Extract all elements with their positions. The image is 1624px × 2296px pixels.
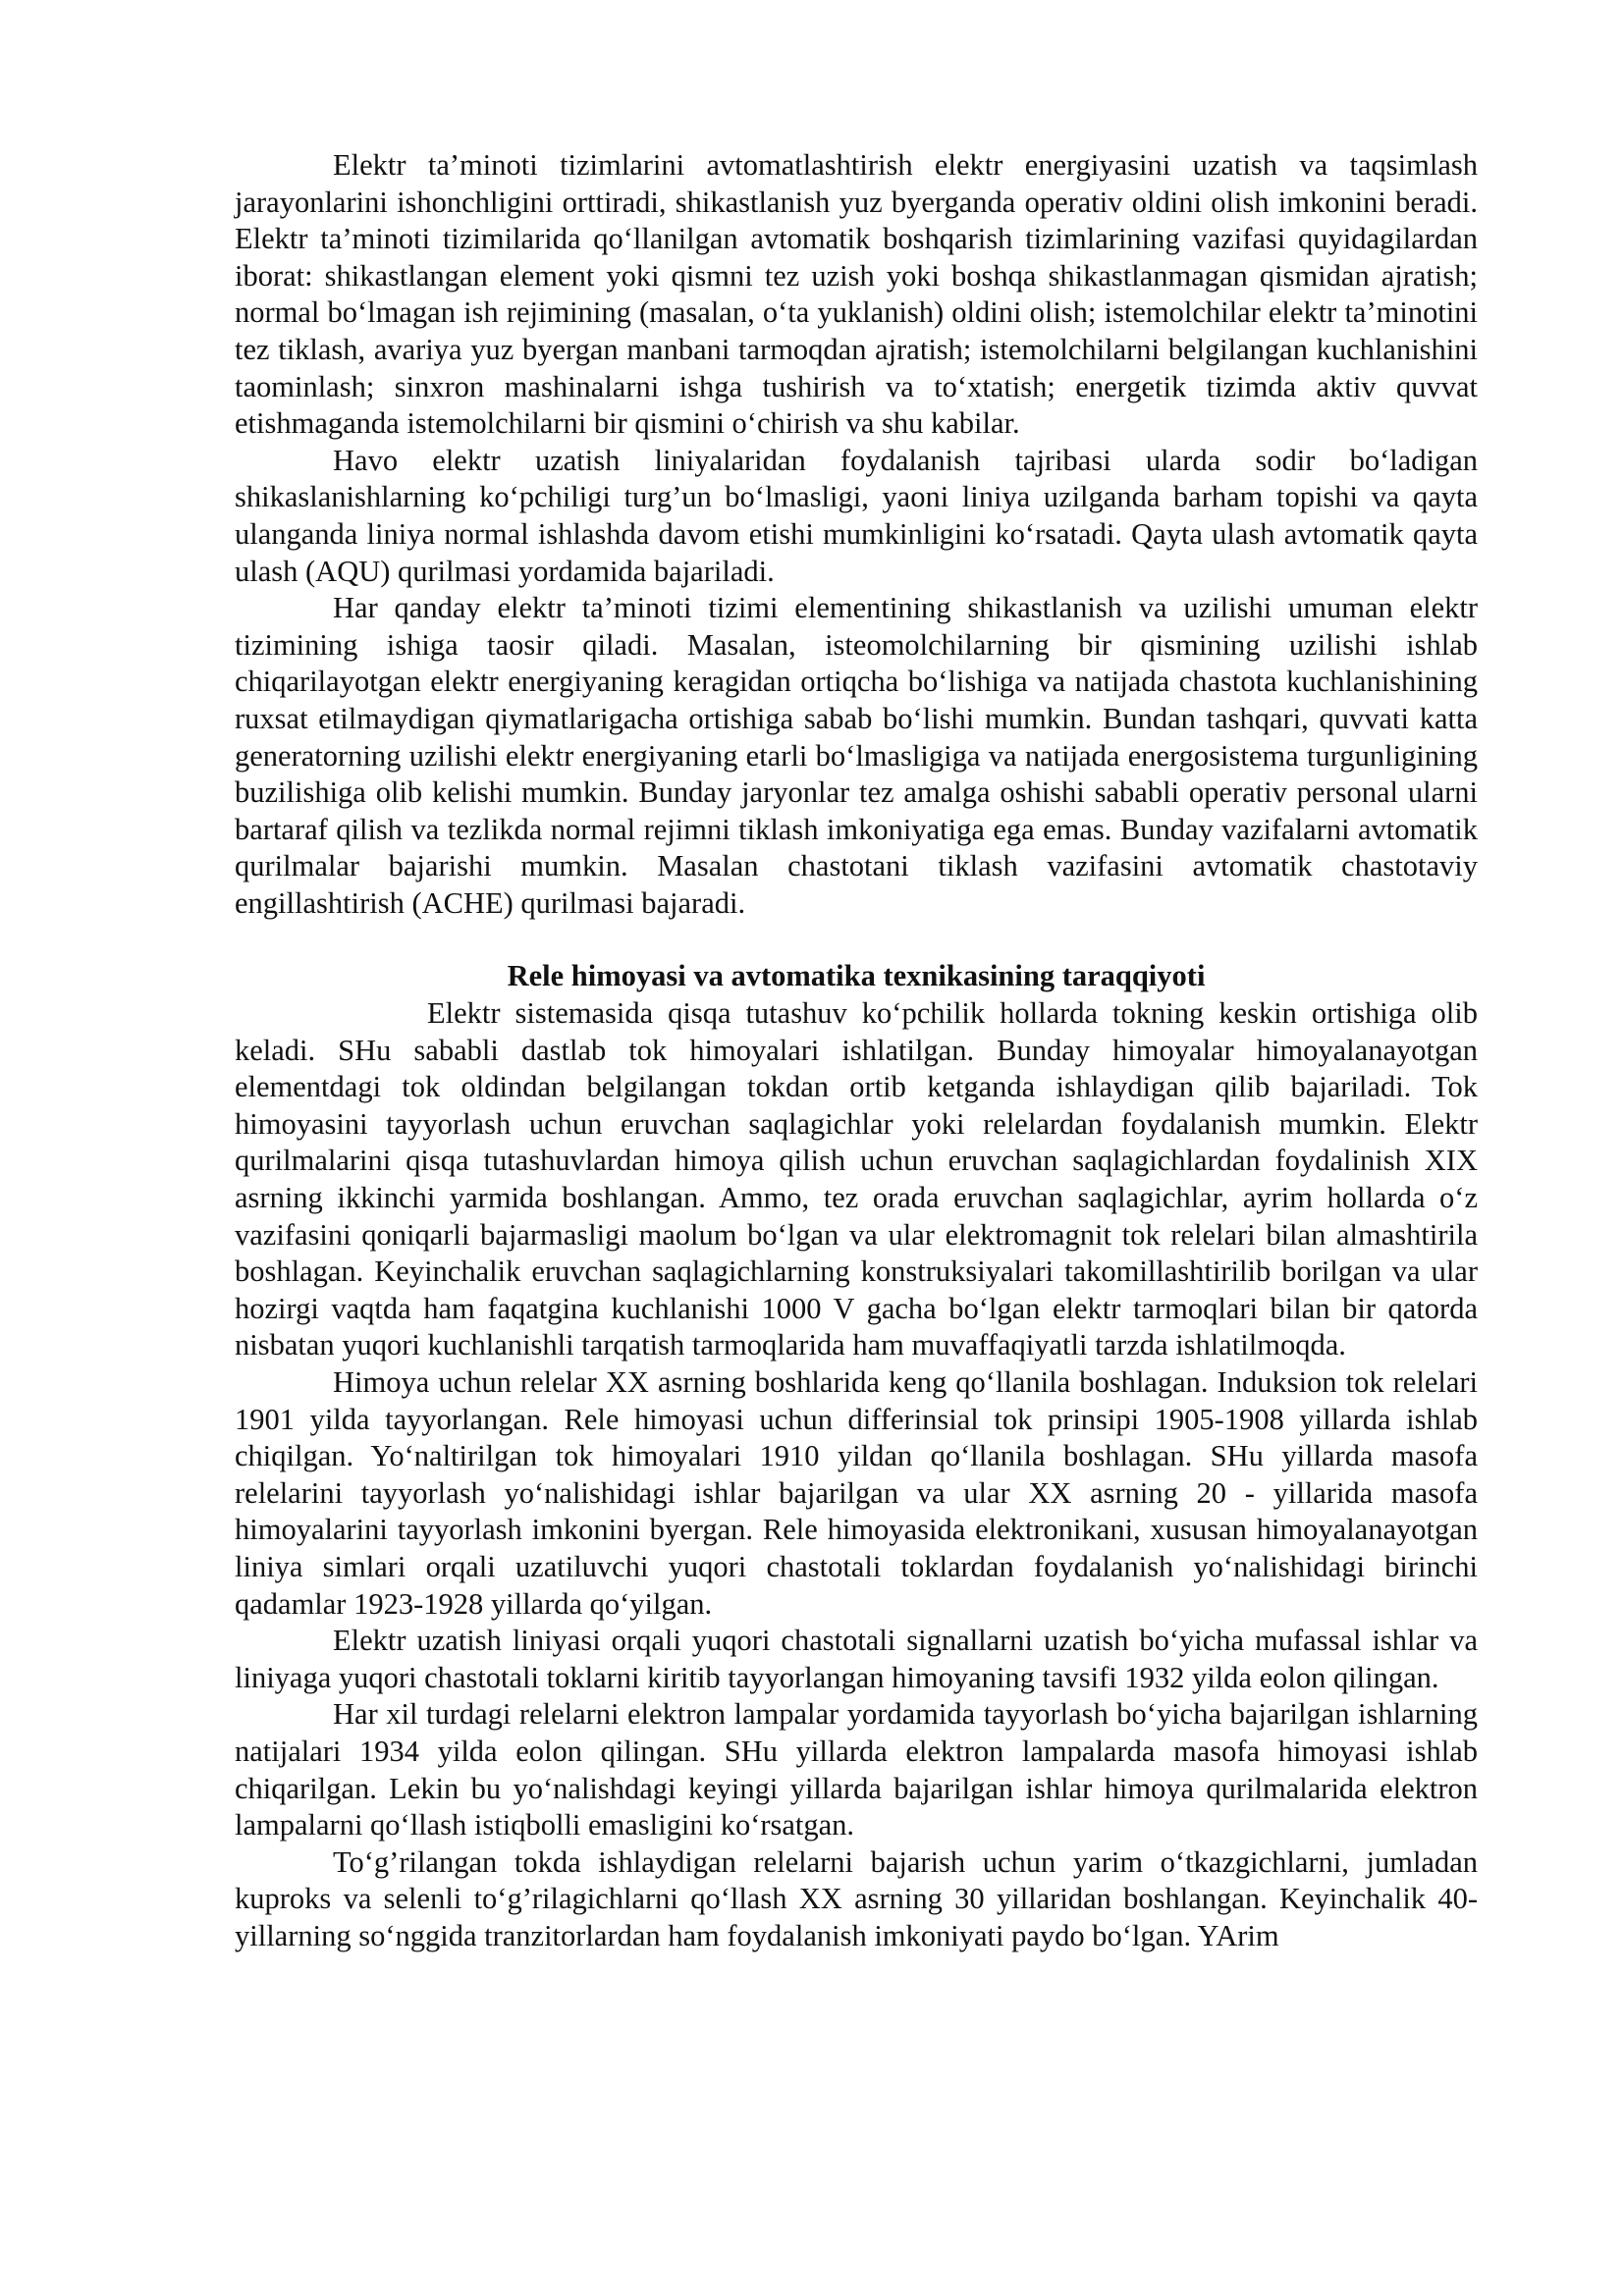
paragraph: Himoya uchun relelar XX asrning boshlarida keng qo‘llanila boshlagan. Induksion tok relelari 1901 yilda tayyorlangan. Rele himoyasi uchun differinsial tok prinsipi 1905-1908 yillarda ishlab chiqilgan. Yo‘naltirilgan tok himoyalari 1910 yildan qo‘llanila boshlagan. SHu yillarda masofa relelarini tayyorlash yo‘nalishidagi ishlar bajarilgan va ular XX asrning 20 - yillarida masofa himoyalarini tayyorlash imkonini byergan. Rele himoyasida elektronikani, xususan himoyalanayotgan liniya simlari orqali uzatiluvchi yuqori chastotali toklardan foydalanish yo‘nalishidagi birinchi qadamlar 1923-1928 yillarda qo‘yilgan. bbox=[235, 1365, 1478, 1621]
paragraph: Har qanday elektr ta’minoti tizimi elementining shikastlanish va uzilishi umuman elektr tizimining ishiga taosir qiladi. Masalan, isteomolchilarning bir qismining uzilishi ishlab chiqarilayotgan elektr energiyaning keragidan ortiqcha bo‘lishiga va natijada chastota kuchlanishining ruxsat etilmaydigan qiymatlarigacha ortishiga sabab bo‘lishi mumkin. Bundan tashqari, quvvati katta generatorning uzilishi elektr energiyaning etarli bo‘lmasligiga va natijada energosistema turgunligining buzilishiga olib kelishi mumkin. Bunday jaryonlar tez amalga oshishi sababli operativ personal ularni bartaraf qilish va tezlikda normal rejimni tiklash imkoniyatiga ega emas. Bunday vazifalarni avtomatik qurilmalar bajarishi mumkin. Masalan chastotani tiklash vazifasini avtomatik chastotaviy engillashtirish (ACHE) qurilmasi bajaradi. bbox=[235, 591, 1478, 920]
paragraph: Elektr sistemasida qisqa tutashuv ko‘pchilik hollarda tokning keskin ortishiga olib keladi. SHu sababli dastlab tok himoyalari ishlatilgan. Bunday himoyalar himoyalanayotgan elementdagi tok oldindan belgilangan tokdan ortib ketganda ishlaydigan qilib bajariladi. Tok himoyasini tayyorlash uchun eruvchan saqlagichlar yoki relelardan foydalanish mumkin. Elektr qurilmalarini qisqa tutashuvlardan himoya qilish uchun eruvchan saqlagichlardan foydalinish XIX asrning ikkinchi yarmida boshlangan. Ammo, tez orada eruvchan saqlagichlar, ayrim hollarda o‘z vazifasini qoniqarli bajarmasligi maolum bo‘lgan va ular elektromagnit tok relelari bilan almashtirila boshlagan. Keyinchalik eruvchan saqlagichlarning konstruksiyalari takomillashtirilib borilgan va ular hozirgi vaqtda ham faqatgina kuchlanishi 1000 V gacha bo‘lgan elektr tarmoqlari bilan bir qatorda nisbatan yuqori kuchlanishli tarqatish tarmoqlarida ham muvaffaqiyatli tarzda ishlatilmoqda. bbox=[235, 996, 1478, 1362]
paragraph: Elektr ta’minoti tizimlarini avtomatlashtirish elektr energiyasini uzatish va taqsimlash jarayonlarini ishonchligini orttiradi, shikastlanish yuz byerganda operativ oldini olish imkonini beradi. Elektr ta’minoti tizimilarida qo‘llanilgan avtomatik boshqarish tizimlarining vazifasi quyidagilardan iborat: shikastlangan element yoki qismni tez uzish yoki boshqa shikastlanmagan qismidan ajratish; normal bo‘lmagan ish rejimining (masalan, o‘ta yuklanish) oldini olish; istemolchilar elektr ta’minotini tez tiklash, avariya yuz byergan manbani tarmoqdan ajratish; istemolchilarni belgilangan kuchlanishini taominlash; sinxron mashinalarni ishga tushirish va to‘xtatish; energetik tizimda aktiv quvvat etishmaganda istemolchilarni bir qismini o‘chirish va shu kabilar. bbox=[235, 148, 1478, 441]
paragraph: Har xil turdagi relelarni elektron lampalar yordamida tayyorlash bo‘yicha bajarilgan ishlarning natijalari 1934 yilda eolon qilingan. SHu yillarda elektron lampalarda masofa himoyasi ishlab chiqarilgan. Lekin bu yo‘nalishdagi keyingi yillarda bajarilgan ishlar himoya qurilmalarida elektron lampalarni qo‘llash istiqbolli emasligini ko‘rsatgan. bbox=[235, 1697, 1478, 1842]
paragraph: Havo elektr uzatish liniyalaridan foydalanish tajribasi ularda sodir bo‘ladigan shikaslanishlarning ko‘pchiligi turg’un bo‘lmasligi, yaoni liniya uzilganda barham topishi va qayta ulanganda liniya normal ishlashda davom etishi mumkinligini ko‘rsatadi. Qayta ulash avtomatik qayta ulash (AQU) qurilmasi yordamida bajariladi. bbox=[235, 443, 1478, 588]
paragraph: Elektr uzatish liniyasi orqali yuqori chastotali signallarni uzatish bo‘yicha mufassal ishlar va liniyaga yuqori chastotali toklarni kiritib tayyorlangan himoyaning tavsifi 1932 yilda eolon qilingan. bbox=[235, 1624, 1478, 1694]
section-heading: Rele himoyasi va avtomatika texnikasining taraqqiyoti bbox=[507, 959, 1206, 993]
section-spacer bbox=[235, 922, 1478, 958]
paragraph: To‘g’rilangan tokda ishlaydigan relelarni bajarish uchun yarim o‘tkazgichlarni, jumladan kuproks va selenli to‘g’rilagichlarni qo‘llash XX asrning 30 yillaridan boshlangan. Keyinchalik 40-yillarning so‘nggida tranzitorlardan ham foydalanish imkoniyati paydo bo‘lgan. YArim bbox=[235, 1844, 1478, 1952]
document-page bbox=[235, 147, 1478, 1955]
